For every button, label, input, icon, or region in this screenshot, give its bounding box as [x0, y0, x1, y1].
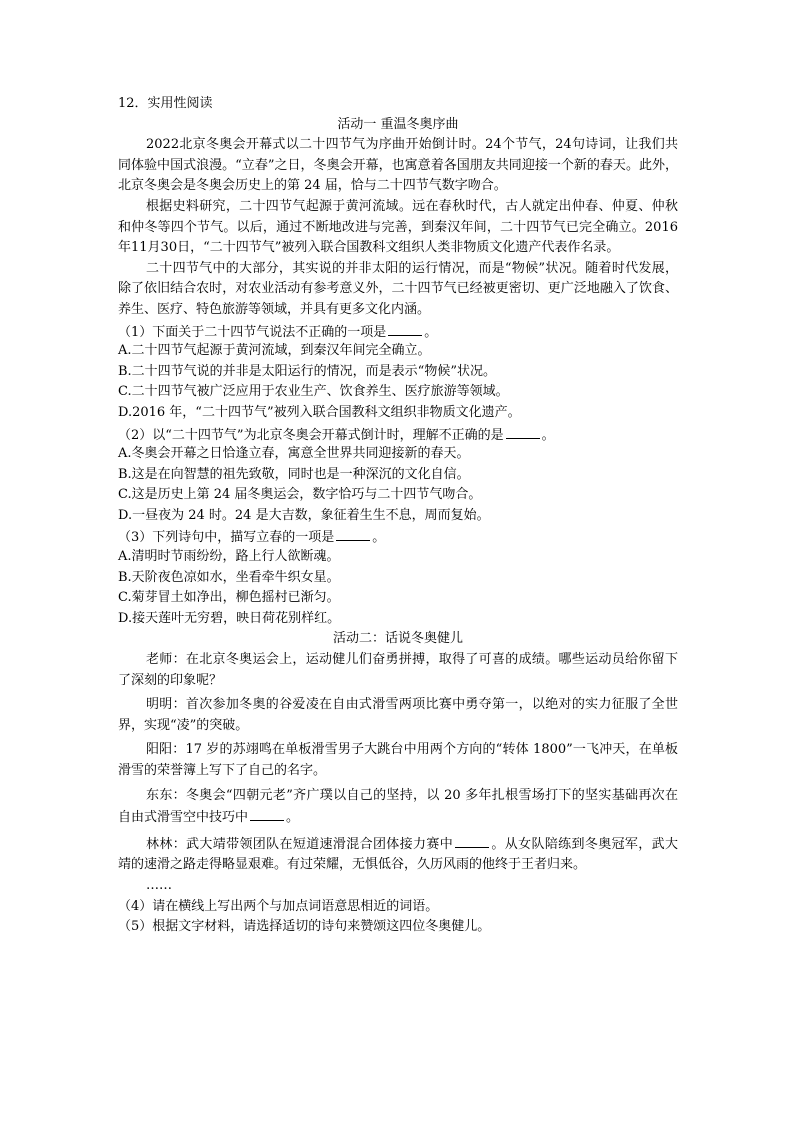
q2-option-d: D.一昼夜为 24 时。24 是大吉数，象征着生生不息，周而复始。 — [118, 507, 490, 523]
dongdong-end: 。 — [286, 810, 300, 826]
q2-stem-end: 。 — [541, 427, 555, 443]
q2-option-b: B.这是在向智慧的祖先致敬，同时也是一种深沉的文化自信。 — [118, 466, 470, 482]
q2-answer-blank[interactable] — [506, 424, 540, 439]
linlin-text: 林林：武大靖带领团队在短道速滑混合团体接力赛中 — [146, 836, 454, 852]
q3-stem — [118, 526, 678, 547]
dongdong-answer-blank[interactable] — [250, 806, 284, 821]
q2-option-a: A.冬奥会开幕之日恰逢立春，寓意全世界共同迎接新的春天。 — [118, 446, 470, 462]
q2-stem — [118, 424, 678, 445]
dongdong-text: 东东：冬奥会“四朝元老”齐广璞以自己的坚持，以 20 多年扎根雪场打下的坚实基础再次在自由式滑雪空中技巧中 — [118, 787, 678, 826]
q4-text: （4）请在横线上写出两个与加点词语意思相近的词语。 — [118, 898, 439, 914]
q3-answer-blank[interactable] — [336, 526, 370, 541]
q1-option-b: B.二十四节气说的并非是太阳运行的情况，而是表示“物候”状况。 — [118, 363, 496, 379]
document-page — [118, 94, 678, 938]
teacher-line: 老师：在北京冬奥运会上，运动健儿们奋勇拼搏，取得了可喜的成绩。哪些运动员给你留下了深刻的印象呢？ — [118, 652, 678, 688]
activity1-paragraph-2: 根据史料研究，二十四节气起源于黄河流域。远在春秋时代，古人就定出仲春、仲夏、仲秋和仲冬等四个节气。以后，通过不断地改进与完善，到秦汉年间，二十四节气已完全确立。2016年11月30日，“二十四节气”被列入联合国教科文组织人类非物质文化遗产代表作名录。 — [118, 198, 678, 256]
activity1-paragraph-1: 2022北京冬奥会开幕式以二十四节气为序曲开始倒计时。24个节气，24句诗词，让我们共同体验中国式浪漫。“立春”之日，冬奥会开幕，也寓意着各国朋友共同迎接一个新的春天。此外，北京冬奥会是冬奥会历史上的第 24 届，恰与二十四节气数字吻合。 — [118, 137, 678, 194]
q2-stem-text: （2）以“二十四节气”为北京冬奥会开幕式倒计时，理解不正确的是 — [118, 427, 504, 443]
linlin-rest: 。从女队陪练到冬奥冠军，武大靖的速滑之路走得略显艰难。有过荣耀，无惧低谷，久历风雨的他终于王者归来。 — [118, 836, 678, 873]
ellipsis: …… — [146, 877, 172, 893]
activity1-paragraph-3: 二十四节气中的大部分，其实说的并非太阳的运行情况，而是“物候”状况。随着时代发展，除了依旧结合农时，对农业活动有参考意义外，二十四节气已经被更密切、更广泛地融入了饮食、养生、医疗、特色旅游等领域，并具有更多文化内涵。 — [118, 260, 678, 317]
dongdong-line — [118, 786, 678, 829]
q1-option-a: A.二十四节气起源于黄河流域，到秦汉年间完全确立。 — [118, 343, 431, 359]
q3-stem-end: 。 — [372, 530, 386, 546]
q3-option-b: B.天阶夜色凉如水，坐看牵牛织女星。 — [118, 569, 340, 585]
q1-option-d: D.2016 年，“二十四节气”被列入联合国教科文组织非物质文化遗产。 — [118, 404, 521, 420]
linlin-answer-blank[interactable] — [455, 833, 489, 848]
q1-stem-end: 。 — [424, 324, 438, 340]
q2-option-c: C.这是历史上第 24 届冬奥运会，数字恰巧与二十四节气吻合。 — [118, 487, 482, 503]
q1-option-c: C.二十四节气被广泛应用于农业生产、饮食养生、医疗旅游等领域。 — [118, 384, 509, 400]
linlin-line — [118, 833, 678, 876]
mingming-line: 明明：首次参加冬奥的谷爱凌在自由式滑雪两项比赛中勇夺第一，以绝对的实力征服了全世界，实现“凌”的突破。 — [118, 697, 678, 733]
q3-option-c: C.菊芽冒土如净出，柳色摇村已渐匀。 — [118, 590, 340, 606]
q3-option-a: A.清明时节雨纷纷，路上行人欲断魂。 — [118, 549, 340, 565]
q3-stem-text: （3）下列诗句中，描写立春的一项是 — [118, 530, 335, 546]
activity1-heading: 活动一 重温冬奥序曲 — [337, 116, 459, 132]
q1-answer-blank[interactable] — [388, 321, 422, 336]
q1-stem-text: （1）下面关于二十四节气说法不正确的一项是 — [118, 324, 387, 340]
q5-text: （5）根据文字材料，请选择适切的诗句来赞颂这四位冬奥健儿。 — [118, 919, 491, 935]
activity2-heading: 活动二：话说冬奥健儿 — [332, 631, 463, 647]
q1-stem — [118, 321, 678, 342]
q3-option-d: D.接天莲叶无穷碧，映日荷花别样红。 — [118, 610, 341, 626]
question-title: 12．实用性阅读 — [118, 96, 213, 111]
yangyang-line: 阳阳：17 岁的苏翊鸣在单板滑雪男子大跳台中用两个方向的“转体 1800”一飞冲天，在单板滑雪的荣誉簿上写下了自己的名字。 — [118, 742, 678, 778]
